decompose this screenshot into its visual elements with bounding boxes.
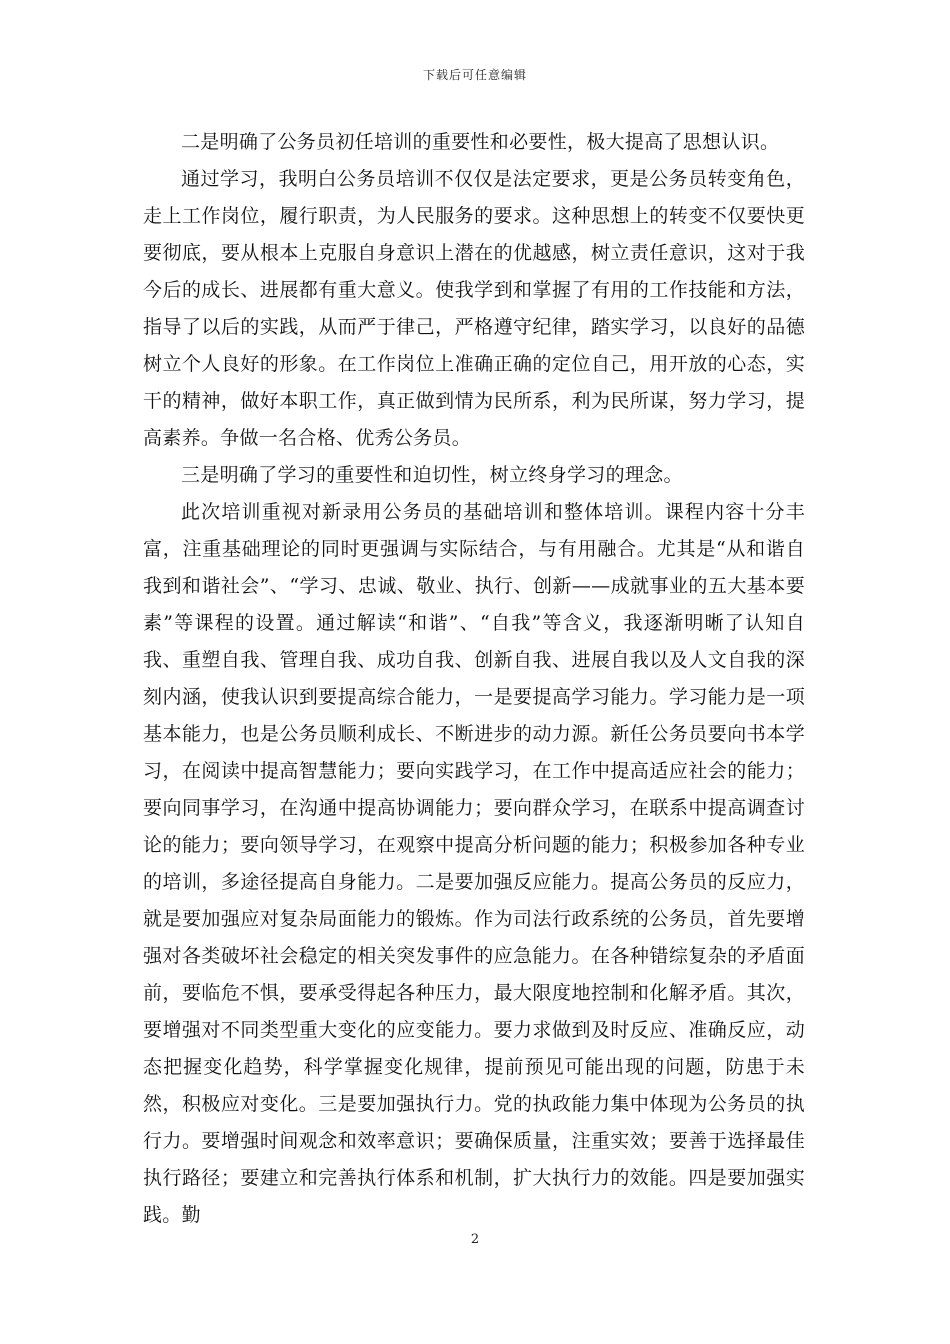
paragraph-3: 三是明确了学习的重要性和迫切性，树立终身学习的理念。 <box>181 464 683 486</box>
paragraph-4: 此次培训重视对新录用公务员的基础培训和整体培训。课程内容十分丰富，注重基础理论的同时更强调与实际结合，与有用融合。尤其是“从和谐自我到和谐社会”、“学习、忠诚、敬业、执行、创新——成就事业的五大基本要素”等课程的设置。通过解读“和谐”、“自我”等含义，我逐渐明晰了认知自我、重塑自我、管理自我、成功自我、创新自我、进展自我以及人文自我的深刻内涵，使我认识到要提高综合能力，一是要提高学习能力。学习能力是一项基本能力，也是公务员顺利成长、不断进步的动力源。新任公务员要向书本学习，在阅读中提高智慧能力；要向实践学习，在工作中提高适应社会的能力；要向同事学习，在沟通中提高协调能力；要向群众学习，在联系中提高调查讨论的能力；要向领导学习，在观察中提高分析问题的能力；积极参加各种专业的培训，多途径提高自身能力。二是要加强反应能力。提高公务员的反应力，就是要加强应对复杂局面能力的锻炼。作为司法行政系统的公务员，首先要增强对各类破坏社会稳定的相关突发事件的应急能力。在各种错综复杂的矛盾面前，要临危不惧，要承受得起各种压力，最大限度地控制和化解矛盾。其次，要增强对不同类型重大变化的应变能力。要力求做到及时反应、准确反应，动态把握变化趋势，科学掌握变化规律，提前预见可能出现的问题，防患于未然，积极应对变化。三是要加强执行力。党的执政能力集中体现为公务员的执行力。要增强时间观念和效率意识；要确保质量，注重实效；要善于选择最佳执行路径；要建立和完善执行体系和机制，扩大执行力的效能。四是要加强实践。勤 <box>143 501 805 1226</box>
paragraph-1: 二是明确了公务员初任培训的重要性和必要性，极大提高了思想认识。 <box>181 131 780 153</box>
paragraph-2: 通过学习，我明白公务员培训不仅仅是法定要求，更是公务员转变角色，走上工作岗位，履行职责，为人民服务的要求。这种思想上的转变不仅要快更要彻底，要从根本上克服自身意识上潜在的优越感，树立责任意识，这对于我今后的成长、进展都有重大意义。使我学到和掌握了有用的工作技能和方法，指导了以后的实践，从而严于律己，严格遵守纪律，踏实学习，以良好的品德树立个人良好的形象。在工作岗位上准确正确的定位自己，用开放的心态，实干的精神，做好本职工作，真正做到情为民所系，利为民所谋，努力学习，提高素养。争做一名合格、优秀公务员。 <box>143 168 805 449</box>
page-header: 下载后可任意编辑 <box>422 68 527 82</box>
page-number: 2 <box>470 1232 480 1247</box>
document-body <box>143 124 805 1234</box>
